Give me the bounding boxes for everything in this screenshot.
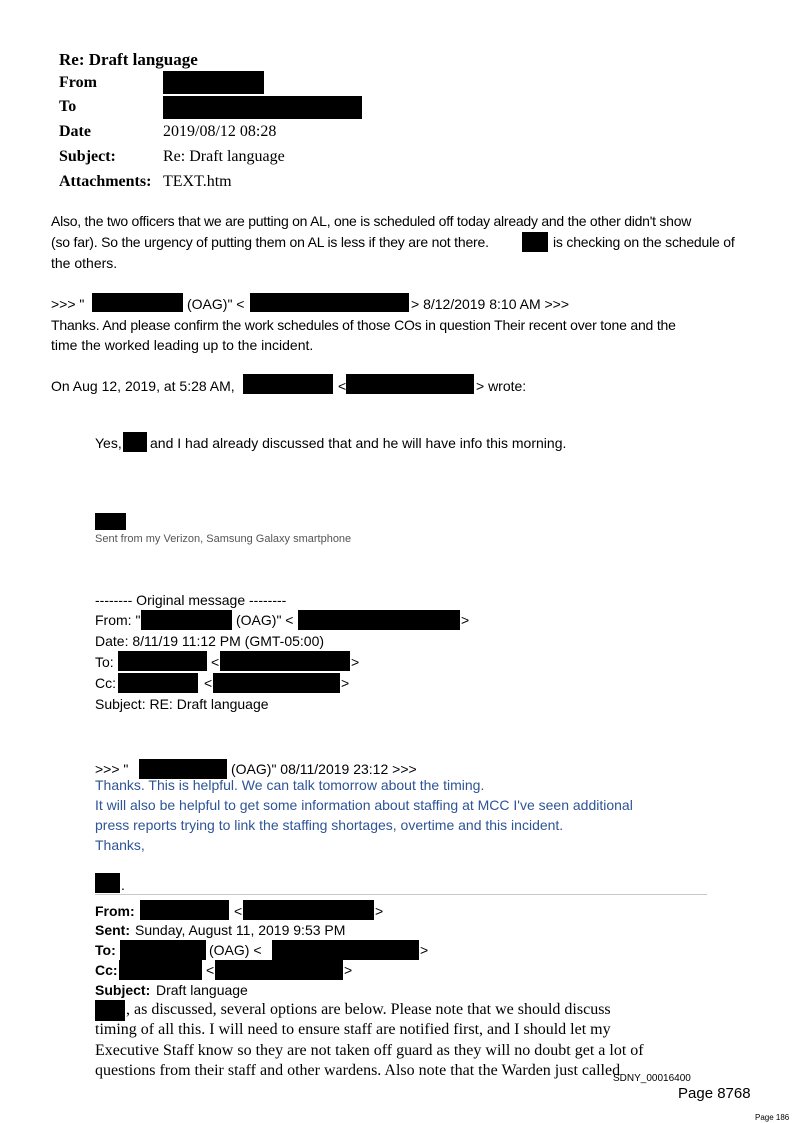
redacted-e2-from-name [140, 900, 229, 920]
bates-number: SDNY_00016400 [613, 1073, 691, 1084]
redacted-to-name [118, 651, 207, 671]
original-to-c: > [351, 654, 360, 670]
original-to-b: < [211, 654, 220, 670]
redacted-from [163, 71, 264, 94]
para1-line2a: (so far). So the urgency of putting them on AL is less if they are not there. [51, 234, 489, 250]
redacted-from-name [141, 610, 232, 630]
original-cc-b: < [204, 675, 213, 691]
email2-from-lt: < [234, 903, 243, 919]
redacted-to-email [220, 651, 350, 671]
email2-body-line2: timing of all this. I will need to ensure staff are notified first, and I should let my [95, 1021, 611, 1038]
original-subject: Subject: RE: Draft language [95, 696, 269, 712]
redacted-sender [92, 293, 183, 312]
quote1-oag: (OAG)" < [187, 296, 245, 312]
redacted-name-2 [123, 432, 147, 452]
quote3-line1: Thanks. This is helpful. We can talk tomorrow about the timing. [95, 777, 485, 793]
redacted-to [163, 96, 362, 119]
redacted-e2-from-email [243, 900, 374, 920]
para1-line2b: is checking on the schedule of [553, 234, 735, 250]
original-date: Date: 8/11/19 11:12 PM (GMT-05:00) [95, 633, 325, 649]
email2-to-label: To: [95, 942, 116, 958]
para1-line1: Also, the two officers that we are putting on AL, one is scheduled off today already and the other didn't show [51, 213, 692, 229]
email2-body-line3: Executive Staff know so they are not taken off guard as they will no doubt get a lot of [95, 1042, 644, 1059]
email2-body-line1: , as discussed, several options are below. Please note that we should discuss [126, 1001, 611, 1018]
email2-to-oag: (OAG) < [209, 942, 262, 958]
redacted-cc-email [213, 673, 340, 693]
email2-from-gt: > [375, 903, 384, 919]
quote3-line3: press reports trying to link the staffing shortages, overtime and this incident. [95, 817, 564, 833]
redacted-email-2 [346, 374, 474, 394]
quote3-prefix: >>> " [95, 761, 129, 777]
from-label: From [59, 74, 97, 91]
redacted-e2-to-email [272, 940, 419, 960]
signature-line: Sent from my Verizon, Samsung Galaxy smartphone [95, 533, 352, 545]
redacted-e2-to-name [120, 940, 206, 960]
para1-line3: the others. [51, 255, 118, 271]
page-number-small: Page 186 [755, 1113, 790, 1122]
to-label: To [59, 98, 77, 115]
quote1-prefix: >>> " [51, 296, 85, 312]
quote2-wrote: > wrote: [476, 378, 527, 394]
redacted-e2-body-name [95, 1000, 125, 1021]
quote1-line3: time the worked leading up to the incident. [51, 337, 314, 353]
redacted-from-email [298, 610, 460, 630]
email2-from-label: From: [95, 903, 135, 919]
redacted-name [522, 232, 548, 252]
redacted-signature-2 [95, 873, 120, 893]
redacted-signature [95, 513, 126, 530]
original-from-c: > [461, 612, 470, 628]
original-from-a: From: " [95, 612, 141, 628]
original-to-a: To: [95, 654, 114, 670]
original-cc-c: > [341, 675, 350, 691]
subject-label: Subject: [59, 148, 116, 165]
email2-cc-lt: < [206, 962, 215, 978]
date-label: Date [59, 123, 91, 140]
email2-to-gt: > [420, 942, 429, 958]
original-cc-a: Cc: [95, 675, 116, 691]
original-from-b: (OAG)" < [236, 612, 294, 628]
original-divider: -------- Original message -------- [95, 592, 287, 608]
page-number: Page 8768 [678, 1085, 751, 1102]
redacted-sender-3 [139, 759, 227, 779]
email2-sent-value: Sunday, August 11, 2019 9:53 PM [135, 922, 346, 938]
email2-sent-label: Sent: [95, 922, 130, 938]
reply-yes: Yes, [95, 435, 122, 451]
quote1-line2: Thanks. And please confirm the work schedules of those COs in question Their recent over tone and the [51, 317, 676, 333]
divider-line [95, 894, 707, 895]
redacted-sender-2 [243, 374, 333, 394]
email2-cc-gt: > [344, 962, 353, 978]
redacted-e2-cc-name [119, 960, 202, 980]
quote3-oag: (OAG)" 08/11/2019 23:12 >>> [231, 761, 417, 777]
email2-cc-label: Cc: [95, 962, 118, 978]
redacted-cc-name [118, 673, 198, 693]
redacted-e2-cc-email [215, 960, 343, 980]
redacted-email [250, 293, 409, 312]
email2-body-line4: questions from their staff and other wardens. Also note that the Warden just called [95, 1062, 621, 1079]
quote3-line2: It will also be helpful to get some information about staffing at MCC I've seen additional [95, 797, 633, 813]
attachment-link[interactable]: TEXT.htm [163, 173, 232, 190]
subject-value: Re: Draft language [163, 148, 285, 165]
quote1-date: > 8/12/2019 8:10 AM >>> [411, 296, 570, 312]
email2-subject-value: Draft language [156, 982, 248, 998]
quote2-prefix: On Aug 12, 2019, at 5:28 AM, [51, 378, 235, 394]
email2-subject-label: Subject: [95, 982, 151, 998]
signature-dot: . [121, 877, 125, 893]
reply-text: and I had already discussed that and he will have info this morning. [150, 435, 567, 451]
quote3-line4: Thanks, [95, 837, 145, 853]
quote2-lt: < [338, 378, 347, 394]
attachments-label: Attachments: [59, 173, 152, 190]
email-title: Re: Draft language [59, 50, 198, 69]
date-value: 2019/08/12 08:28 [163, 123, 277, 140]
